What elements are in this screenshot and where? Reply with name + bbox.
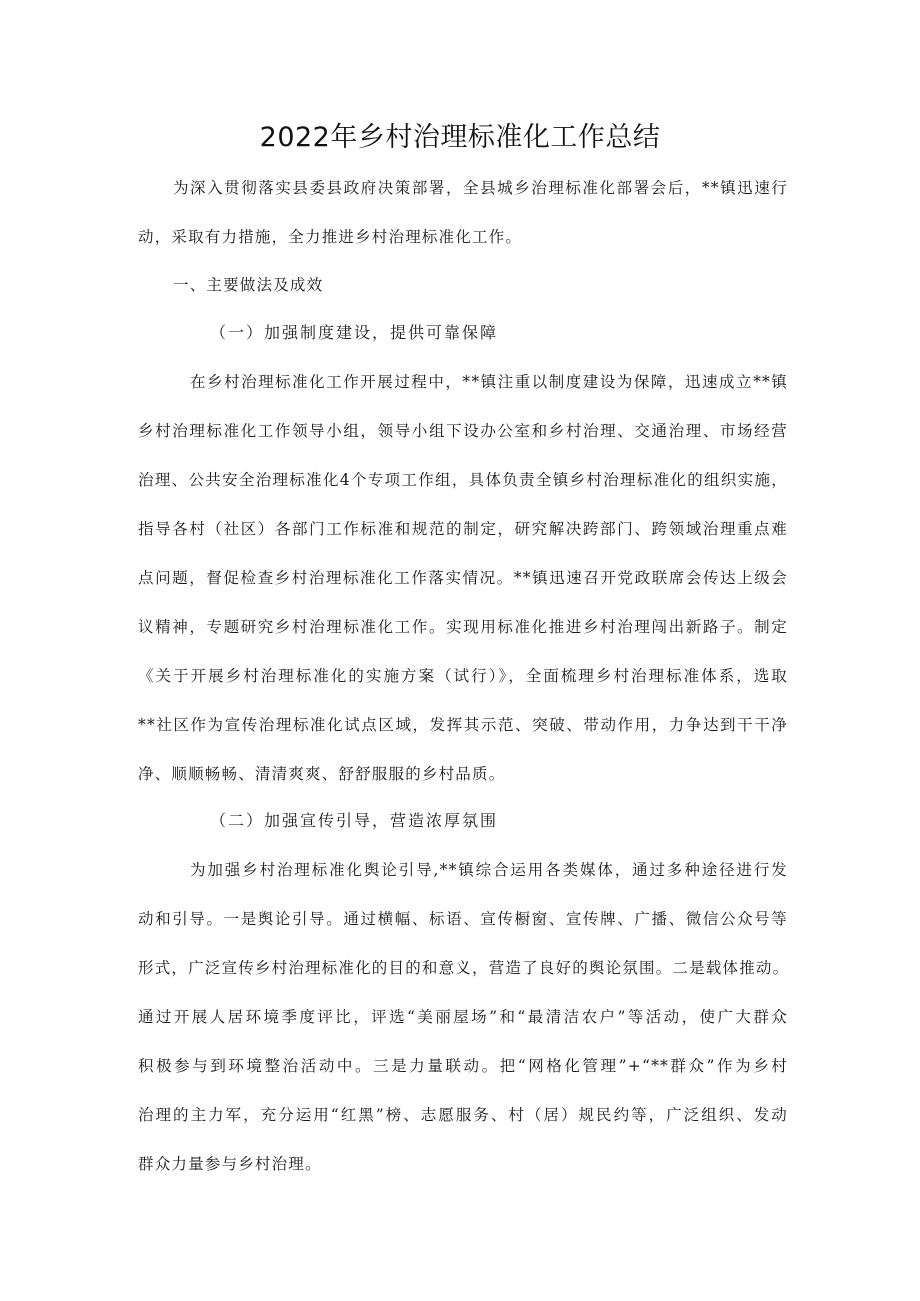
- paragraph-line: 《关于开展乡村治理标准化的实施方案（试行）》，全面梳理乡村治理标准体系，选取: [138, 667, 788, 685]
- subsection-heading-1: （一）加强制度建设，提供可靠保障: [210, 323, 499, 342]
- paragraph-line: 治理、公共安全治理标准化4个专项工作组，具体负责全镇乡村治理标准化的组织实施，: [138, 471, 788, 489]
- subsection-heading-2: （二）加强宣传引导，营造浓厚氛围: [210, 811, 499, 830]
- paragraph-line: 点问题，督促检查乡村治理标准化工作落实情况。**镇迅速召开党政联席会传达上级会: [138, 569, 788, 587]
- section-heading: 一、主要做法及成效: [173, 276, 324, 294]
- paragraph-line: 积极参与到环境整治活动中。三是力量联动。把“网格化管理”+“**群众”作为乡村: [138, 1057, 788, 1075]
- paragraph-line: 在乡村治理标准化工作开展过程中，**镇注重以制度建设为保障，迅速成立**镇: [190, 373, 788, 391]
- paragraph-line: 净、顺顺畅畅、清清爽爽、舒舒服服的乡村品质。: [138, 765, 506, 783]
- document-title: 2022年乡村治理标准化工作总结: [259, 122, 661, 153]
- paragraph-line: 形式，广泛宣传乡村治理标准化的目的和意义，营造了良好的舆论氛围。二是载体推动。: [138, 959, 790, 977]
- paragraph-line: 治理的主力军，充分运用“红黑”榜、志愿服务、村（居）规民约等，广泛组织、发动: [138, 1106, 788, 1124]
- paragraph-line: **社区作为宣传治理标准化试点区域，发挥其示范、突破、带动作用，力争达到干干净: [138, 716, 788, 734]
- paragraph-line: 为加强乡村治理标准化舆论引导,**镇综合运用各类媒体，通过多种途径进行发: [190, 861, 788, 879]
- paragraph-line: 动和引导。一是舆论引导。通过横幅、标语、宣传橱窗、宣传牌、广播、微信公众号等: [138, 910, 788, 928]
- paragraph-line: 指导各村（社区）各部门工作标准和规范的制定，研究解决跨部门、跨领域治理重点难: [138, 520, 788, 538]
- intro-line-2: 动，采取有力措施，全力推进乡村治理标准化工作。: [138, 228, 523, 246]
- intro-line-1: 为深入贯彻落实县委县政府决策部署，全县城乡治理标准化部署会后，**镇迅速行: [173, 179, 788, 197]
- paragraph-line: 群众力量参与乡村治理。: [138, 1155, 322, 1173]
- paragraph-line: 议精神，专题研究乡村治理标准化工作。实现用标准化推进乡村治理闯出新路子。制定: [138, 618, 788, 636]
- paragraph-line: 乡村治理标准化工作领导小组，领导小组下设办公室和乡村治理、交通治理、市场经营: [138, 422, 788, 440]
- paragraph-line: 通过开展人居环境季度评比，评选“美丽屋场”和“最清洁农户”等活动，使广大群众: [138, 1008, 788, 1026]
